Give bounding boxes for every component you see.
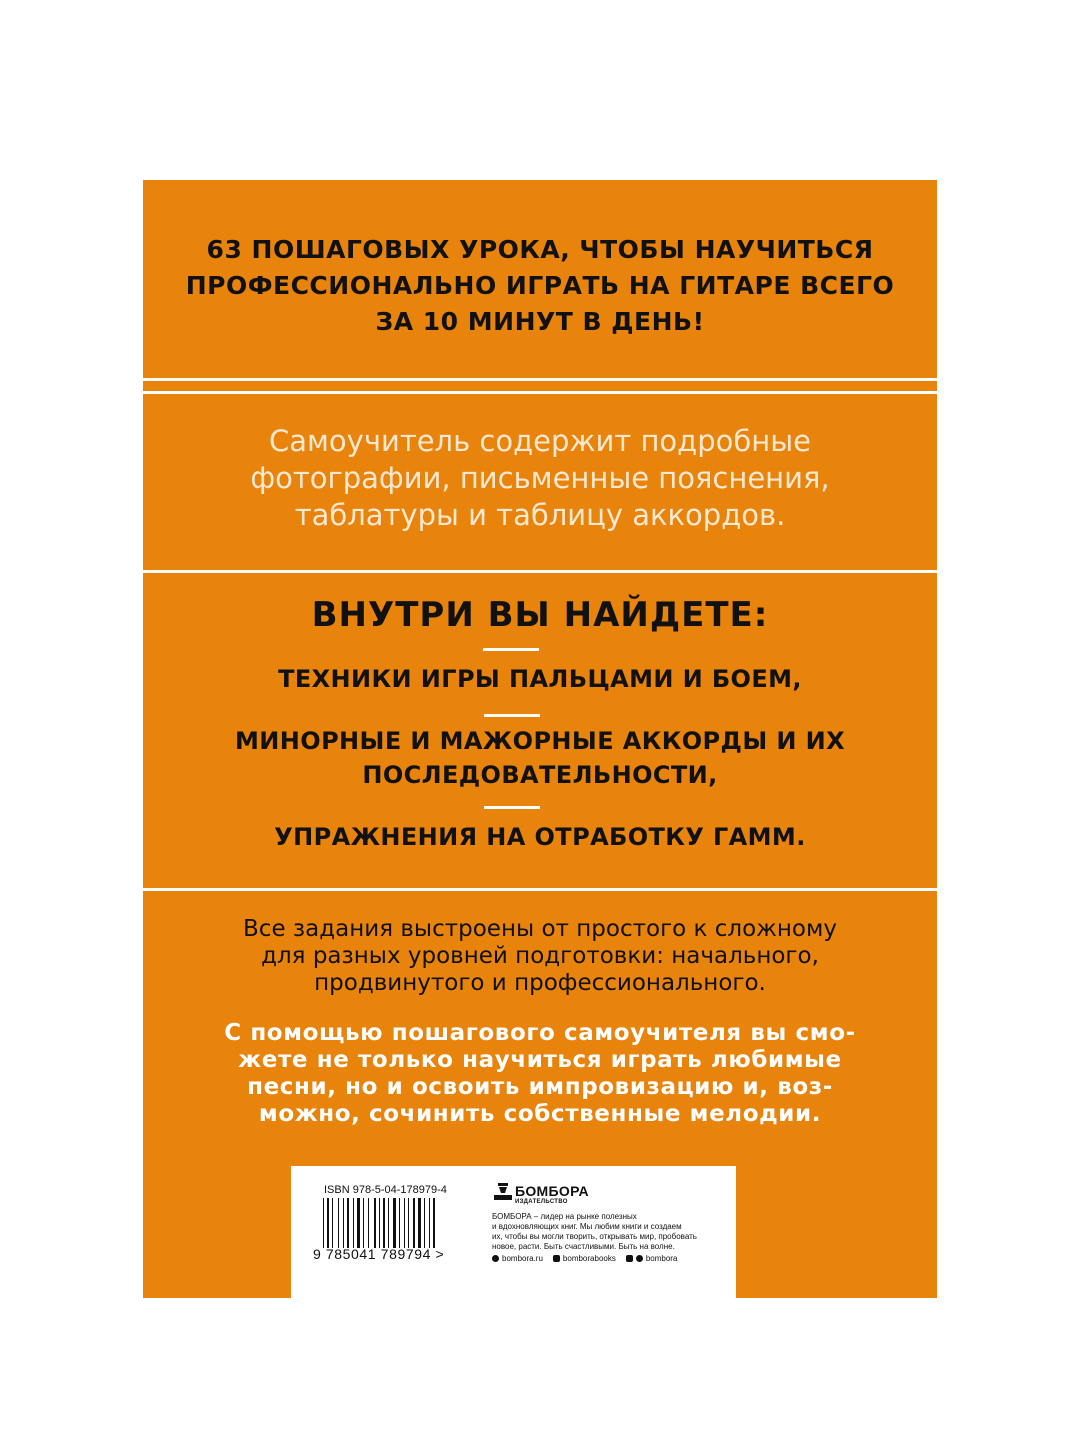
- inside-title: ВНУТРИ ВЫ НАЙДЕТЕ:: [311, 595, 769, 635]
- social-links: [492, 1254, 722, 1263]
- headline-line: 63 ПОШАГОВЫХ УРОКА, ЧТОБЫ НАУЧИТЬСЯ: [206, 235, 874, 264]
- intro-paragraph: [143, 423, 937, 534]
- social-instagram[interactable]: [492, 1254, 543, 1263]
- barcode-digits: 9 785041 789794 >: [313, 1246, 445, 1262]
- social-label: bomborabooks: [562, 1254, 616, 1263]
- social-label: bombora: [645, 1254, 678, 1263]
- publisher-blurb: [492, 1212, 716, 1252]
- publisher-name: БОМБОРА: [515, 1183, 589, 1199]
- promise-line: песни, но и освоить импровизацию и, воз-: [247, 1074, 833, 1100]
- feature-line: УПРАЖНЕНИЯ НА ОТРАБОТКУ ГАММ.: [274, 823, 806, 851]
- promise-paragraph: [143, 1020, 937, 1128]
- isbn-text: ISBN 978-5-04-178979-4: [324, 1184, 447, 1196]
- divider-line: [143, 888, 937, 891]
- publisher-subtitle: ИЗДАТЕЛЬСТВО: [515, 1199, 568, 1205]
- divider-line: [143, 378, 937, 381]
- promise-line: С помощью пошагового самоучителя вы смо-: [224, 1020, 856, 1046]
- telegram-icon: [636, 1255, 643, 1262]
- levels-line: для разных уровней подготовки: начального,: [261, 943, 819, 969]
- blurb-line: их, чтобы вы могли творить, открывать мир, пробовать: [492, 1232, 697, 1241]
- intro-line: Самоучитель содержит подробные: [269, 424, 811, 458]
- social-label: bombora.ru: [502, 1254, 543, 1263]
- headline-line: ЗА 10 МИНУТ В ДЕНЬ!: [375, 307, 705, 336]
- short-divider: [484, 806, 540, 809]
- levels-line: Все задания выстроены от простого к сложному: [243, 916, 837, 942]
- feature-item: [143, 820, 937, 854]
- promise-line: жете не только научиться играть любимые: [238, 1047, 842, 1073]
- promise-line: можно, сочинить собственные мелодии.: [258, 1101, 822, 1127]
- bombora-logo-icon: [493, 1183, 513, 1201]
- feature-line: ТЕХНИКИ ИГРЫ ПАЛЬЦАМИ И БОЕМ,: [278, 665, 802, 693]
- instagram-icon: [492, 1255, 499, 1262]
- imprint-box: [291, 1166, 736, 1298]
- levels-paragraph: [143, 916, 937, 997]
- intro-line: фотографии, письменные пояснения,: [250, 461, 830, 495]
- vk-icon: [553, 1255, 560, 1262]
- feature-item: [143, 662, 937, 696]
- feature-item: [143, 724, 937, 792]
- levels-line: продвинутого и профессионального.: [314, 970, 766, 996]
- barcode: [323, 1198, 455, 1248]
- feature-line: МИНОРНЫЕ И МАЖОРНЫЕ АККОРДЫ И ИХ: [235, 727, 845, 755]
- divider-line: [143, 570, 937, 573]
- blurb-line: и вдохновляющих книг. Мы любим книги и создаем: [492, 1222, 682, 1231]
- headline: [143, 232, 937, 340]
- back-cover: [143, 180, 937, 1298]
- short-divider: [483, 648, 539, 651]
- blurb-line: БОМБОРА – лидер на рынке полезных: [492, 1212, 637, 1221]
- headline-line: ПРОФЕССИОНАЛЬНО ИГРАТЬ НА ГИТАРЕ ВСЕГО: [185, 271, 895, 300]
- blurb-line: новое, расти. Быть счастливыми. Быть на волне.: [492, 1242, 675, 1251]
- short-divider: [484, 714, 540, 717]
- social-youtube-telegram[interactable]: [626, 1254, 678, 1263]
- divider-line: [143, 391, 937, 394]
- youtube-icon: [626, 1255, 633, 1262]
- feature-line: ПОСЛЕДОВАТЕЛЬНОСТИ,: [362, 761, 718, 789]
- intro-line: таблатуры и таблицу аккордов.: [294, 498, 786, 532]
- social-vk[interactable]: [553, 1254, 616, 1263]
